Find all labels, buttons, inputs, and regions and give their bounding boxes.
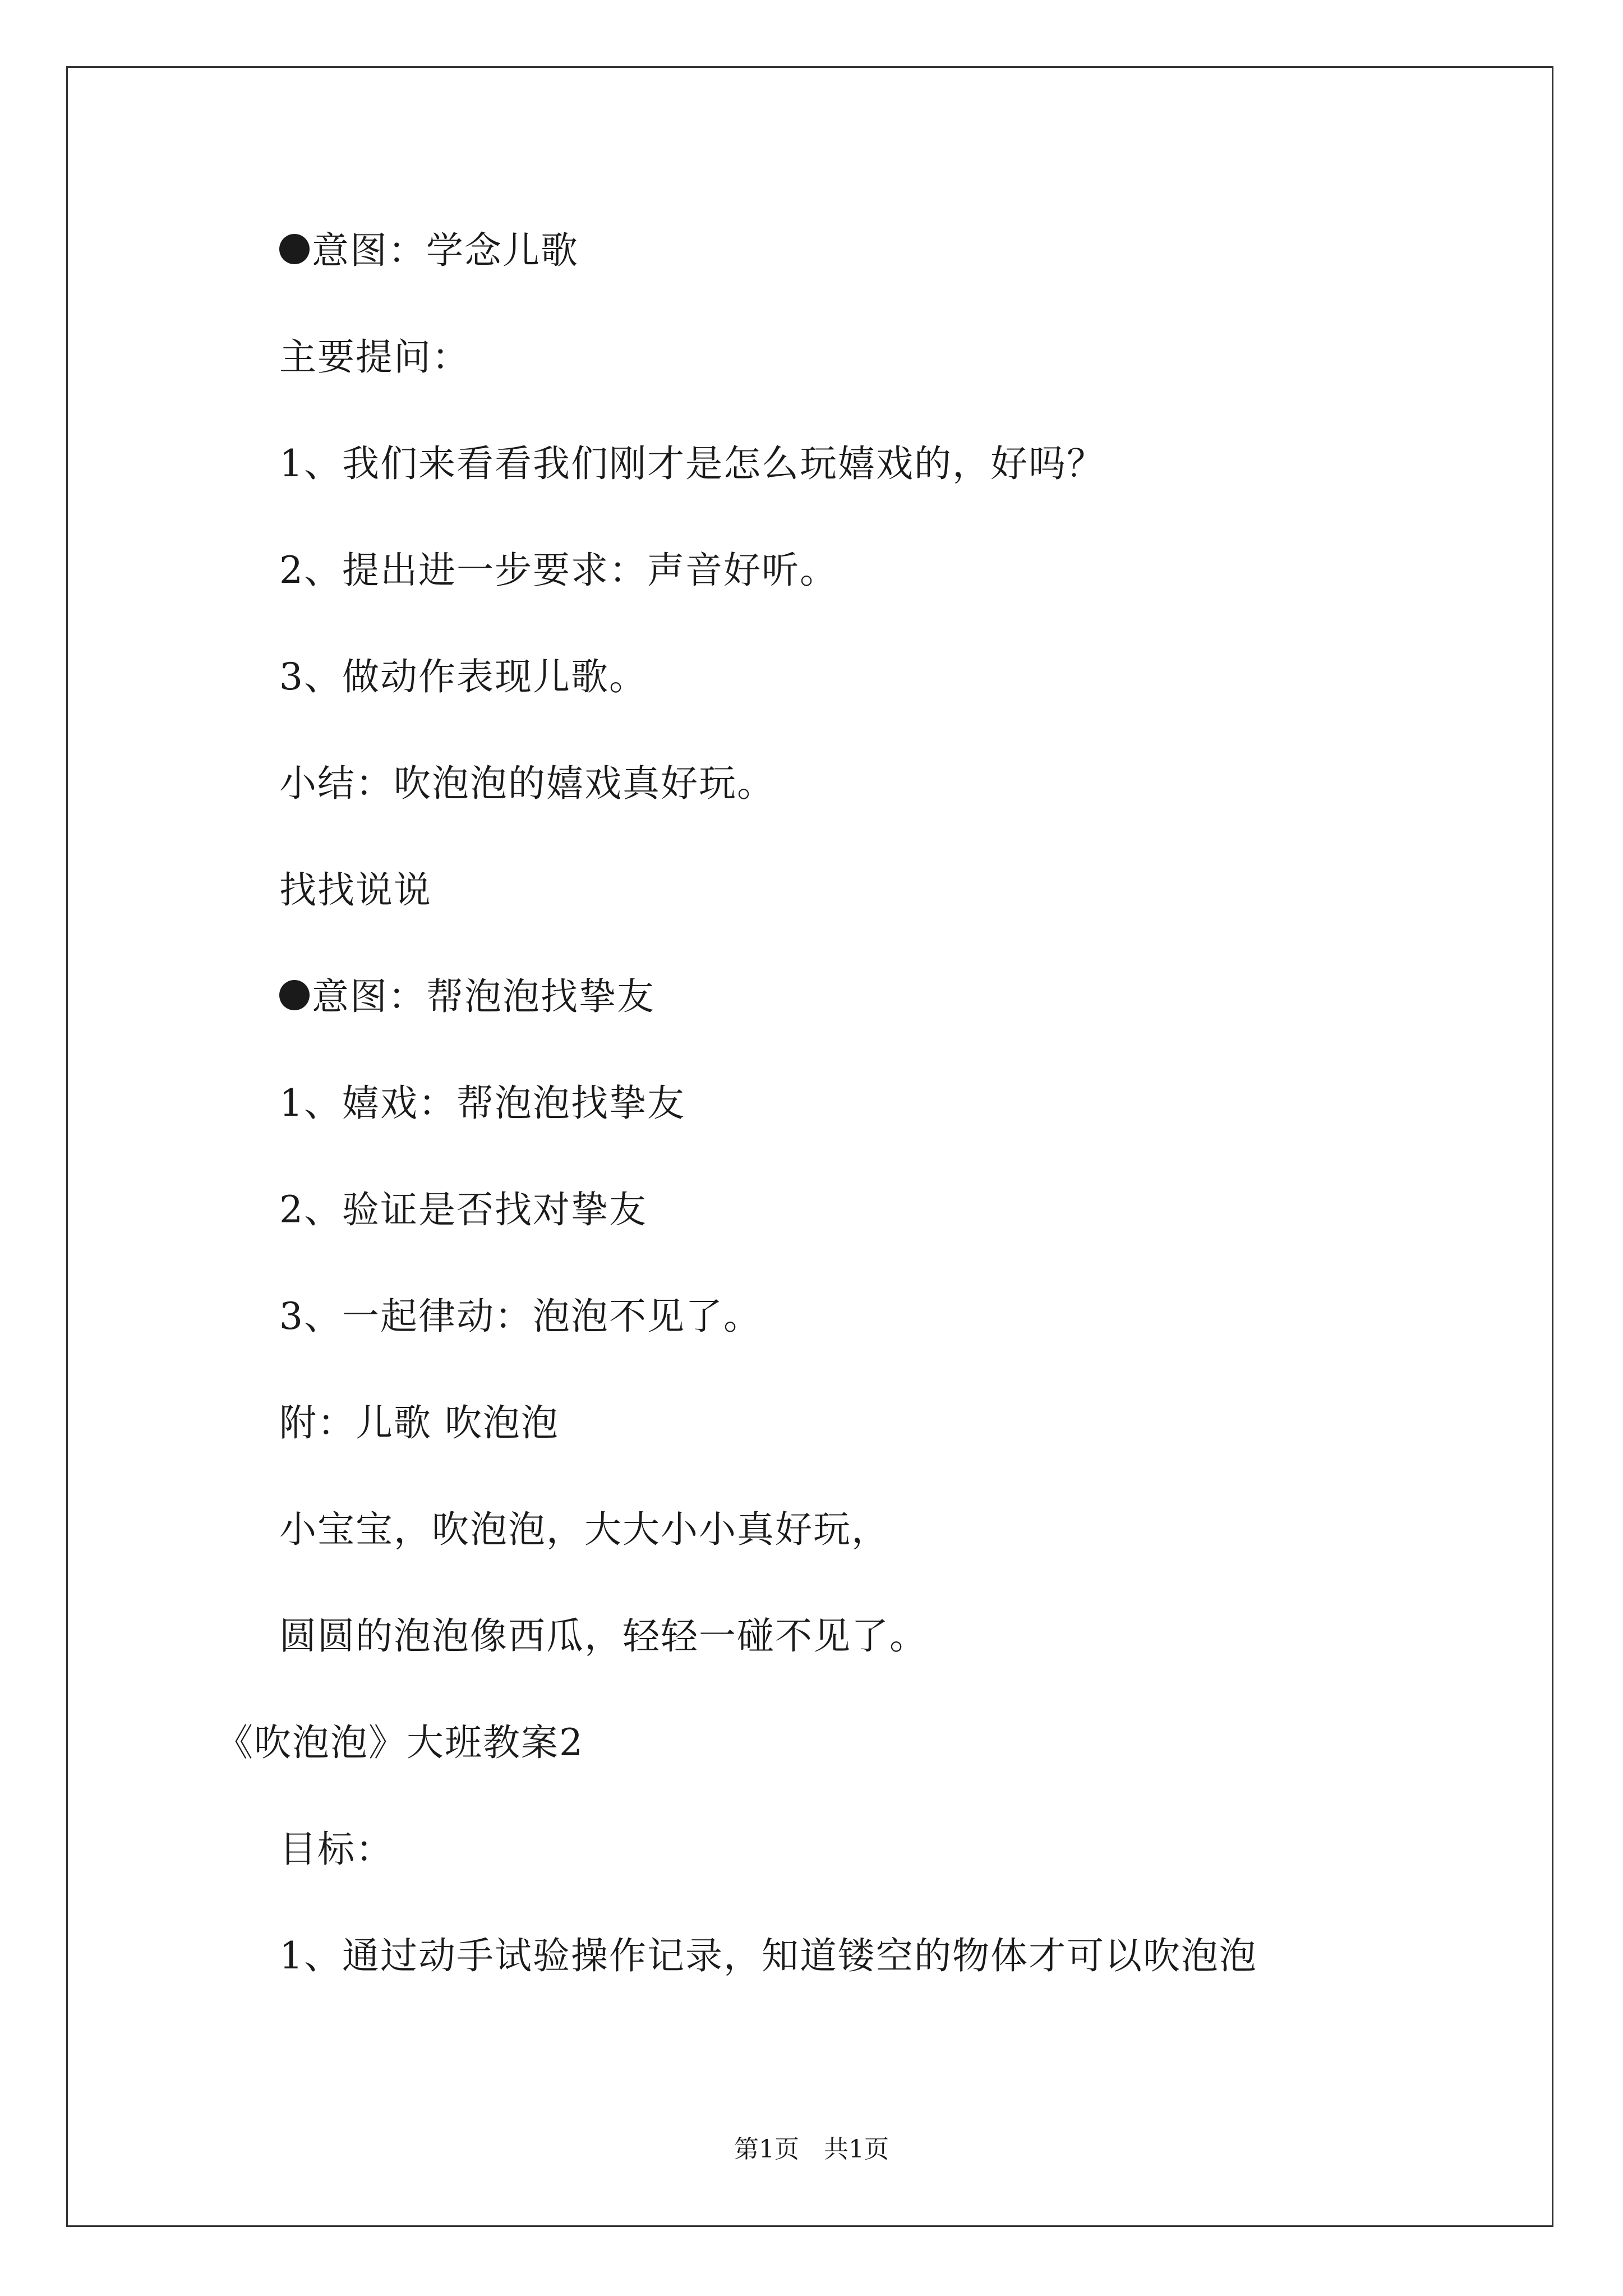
page-footer: 第1页 共1页 — [734, 2135, 889, 2164]
text-line: 目标： — [279, 1828, 394, 1871]
section-heading: 找找说说 — [279, 868, 432, 912]
text-line: 小结：吹泡泡的嬉戏真好玩。 — [279, 762, 775, 805]
text-line: 2、提出进一步要求：声音好听。 — [279, 549, 838, 592]
text-line-intent-2 — [279, 972, 655, 1022]
text-content: 意图：学念儿歌 — [312, 229, 579, 272]
text-line: 主要提问： — [279, 335, 470, 379]
text-line-intent-1 — [279, 226, 579, 276]
text-line: 1、嬉戏：帮泡泡找挚友 — [279, 1082, 685, 1125]
text-line: 1、我们来看看我们刚才是怎么玩嬉戏的，好吗？ — [279, 442, 1105, 485]
text-line: 3、一起律动：泡泡不见了。 — [279, 1295, 762, 1338]
section-title: 《吹泡泡》大班教案2 — [216, 1721, 584, 1764]
text-line: 1、通过动手试验操作记录，知道镂空的物体才可以吹泡泡 — [279, 1934, 1257, 1977]
text-content: 意图：帮泡泡找挚友 — [312, 975, 655, 1018]
bullet-icon — [279, 234, 310, 264]
text-line: 附：儿歌 吹泡泡 — [279, 1401, 559, 1444]
page-border — [66, 66, 1553, 2227]
bullet-icon — [279, 980, 310, 1010]
poem-line: 小宝宝，吹泡泡，大大小小真好玩， — [279, 1508, 889, 1551]
text-line: 3、做动作表现儿歌。 — [279, 655, 647, 698]
poem-line: 圆圆的泡泡像西瓜，轻轻一碰不见了。 — [279, 1614, 928, 1658]
text-line: 2、验证是否找对挚友 — [279, 1188, 647, 1231]
